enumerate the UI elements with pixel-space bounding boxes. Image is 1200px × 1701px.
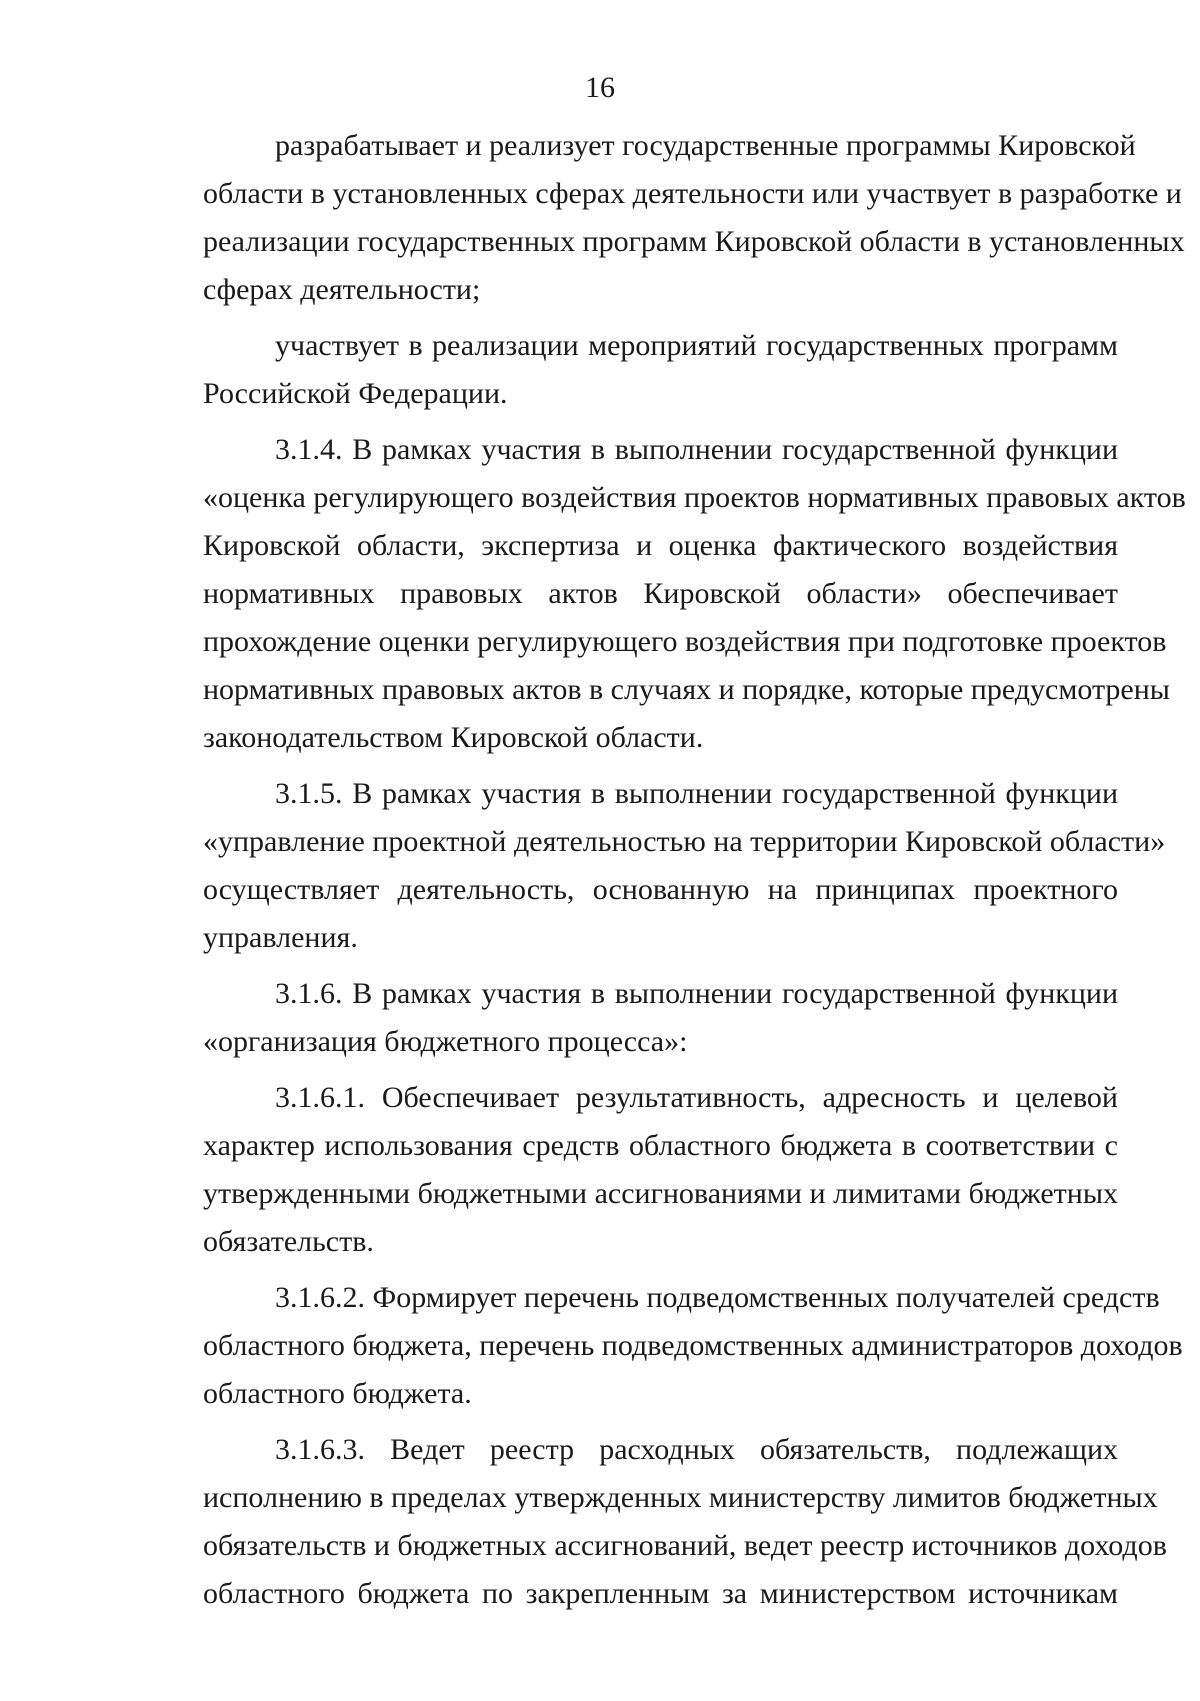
paragraph — [203, 1074, 1118, 1266]
paragraph-line: обязательств и бюджетных ассигнований, ведет реестр источников доходов — [203, 1529, 1167, 1562]
paragraph — [203, 1274, 1183, 1418]
paragraph-line: характер использования средств областного бюджета в соответствии с — [203, 1129, 1118, 1162]
paragraph-line: «оценка регулирующего воздействия проектов нормативных правовых актов — [203, 481, 1186, 514]
paragraph-line: законодательством Кировской области. — [203, 721, 704, 754]
paragraph-line: управления. — [203, 921, 358, 954]
paragraph-line: «управление проектной деятельностью на территории Кировской области» — [203, 825, 1166, 858]
paragraph-line: «организация бюджетного процесса»: — [203, 1025, 688, 1058]
paragraph-line: нормативных правовых актов в случаях и порядке, которые предусмотрены — [203, 673, 1170, 706]
paragraph-line: нормативных правовых актов Кировской области» обеспечивает — [203, 577, 1118, 610]
paragraph-line: области в установленных сферах деятельности или участвует в разработке и — [203, 177, 1182, 210]
page-number: 16 — [585, 71, 615, 104]
paragraph-line: областного бюджета, перечень подведомственных администраторов доходов — [203, 1329, 1183, 1362]
paragraph-line: областного бюджета по закрепленным за министерством источникам — [203, 1577, 1118, 1610]
paragraph-line: прохождение оценки регулирующего воздействия при подготовке проектов — [203, 625, 1167, 658]
paragraph — [203, 426, 1186, 762]
paragraph-line: обязательств. — [203, 1225, 374, 1258]
paragraph-line: разрабатывает и реализует государственные программы Кировской — [275, 129, 1136, 162]
paragraph-line: областного бюджета. — [203, 1377, 472, 1410]
paragraph-line: осуществляет деятельность, основанную на принципах проектного — [203, 873, 1118, 906]
paragraph — [203, 770, 1166, 962]
paragraph-line: 3.1.6.1. Обеспечивает результативность, адресность и целевой — [275, 1081, 1118, 1114]
document-body — [203, 122, 1186, 1626]
paragraph — [203, 322, 1118, 418]
paragraph-line: реализации государственных программ Кировской области в установленных — [203, 225, 1185, 258]
paragraph — [203, 970, 1118, 1066]
paragraph-line: 3.1.4. В рамках участия в выполнении государственной функции — [275, 433, 1118, 466]
paragraph-line: Российской Федерации. — [203, 377, 508, 410]
paragraph-line: участвует в реализации мероприятий государственных программ — [275, 329, 1118, 362]
paragraph-line: 3.1.6.3. Ведет реестр расходных обязательств, подлежащих — [275, 1433, 1118, 1466]
paragraph-line: сферах деятельности; — [203, 273, 481, 306]
paragraph — [203, 122, 1185, 314]
paragraph — [203, 1426, 1167, 1618]
paragraph-line: утвержденными бюджетными ассигнованиями и лимитами бюджетных — [203, 1177, 1118, 1210]
paragraph-line: Кировской области, экспертиза и оценка фактического воздействия — [203, 529, 1118, 562]
paragraph-line: 3.1.5. В рамках участия в выполнении государственной функции — [275, 777, 1118, 810]
paragraph-line: исполнению в пределах утвержденных министерству лимитов бюджетных — [203, 1481, 1158, 1514]
paragraph-line: 3.1.6. В рамках участия в выполнении государственной функции — [275, 977, 1118, 1010]
paragraph-line: 3.1.6.2. Формирует перечень подведомственных получателей средств — [275, 1281, 1160, 1314]
